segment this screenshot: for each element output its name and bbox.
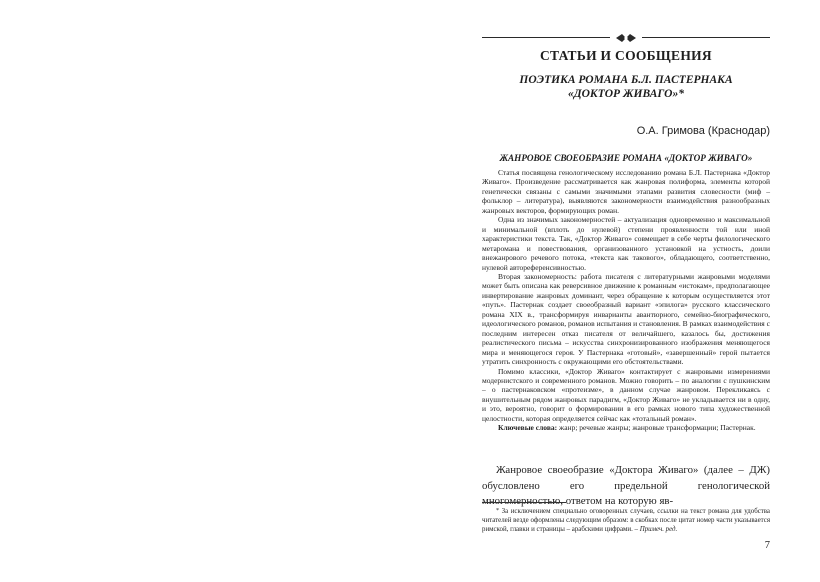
abstract-paragraph: Одна из значимых закономерностей – актуализация одновременно и максимальной и минимальной (вплоть до нулевой) степени проявленности той или иной характеристики текста. Так, «Доктор Живаго» совмещает в себе черты филологического метаромана и повествования, организованного установкой на устность, доили внежанрового речевого потока, «текста как такового», обладающего, соответственно, нулевой автореференсивностью. — [482, 215, 770, 272]
article-title-line2: «ДОКТОР ЖИВАГО»* — [568, 88, 684, 100]
page-number: 7 — [764, 540, 770, 551]
keywords — [482, 423, 770, 432]
article-title-line1: ПОЭТИКА РОМАНА Б.Л. ПАСТЕРНАКА — [519, 74, 733, 86]
abstract-paragraph: Статья посвящена генологическому исследованию романа Б.Л. Пастернака «Доктор Живаго». Произведение рассматривается как жанровая полиформа, элементы которой генетически связаны с самыми значимыми этапами развития словесности (миф – фольклор – литература), выявляются закономерности взаимодействия разнообразных жанровых векторов, формирующих роман. — [482, 168, 770, 215]
abstract-paragraph: Вторая закономерность: работа писателя с литературными жанровыми моделями может быть описана как реверсивное движение к романным «истокам», предполагающее инвертирование жанровых доминант, через обращение к которым осуществляется этот «путь». Пастернак создает своеобразный вариант «эпилога» русского классического романа XIX в., трансформируя инварианты авантюрного, семейно-биографического, идеологического романов, романов испытания и становления. В рамках взаимодействия с последним интересен отказ писателя от величайшего, казалось бы, достижения реалистического письма – искусства синхронизированного изображения меняющегося мира и меняющегося героя. У Пастернака «готовый», «завершенный» герой пытается утратить синхронность с окружающими его обстоятельствами. — [482, 271, 770, 367]
ornament-rule-left — [482, 37, 610, 38]
ornament-rule-right — [642, 37, 770, 38]
section-title: СТАТЬИ И СООБЩЕНИЯ — [540, 48, 712, 63]
footnote-rule — [482, 502, 566, 503]
author-line: О.А. Гримова (Краснодар) — [636, 125, 770, 137]
footnote-editor-note: Примеч. ред. — [639, 526, 678, 534]
abstract — [482, 168, 770, 433]
footnote — [482, 506, 770, 535]
article-title — [482, 73, 770, 101]
keywords-label: Ключевые слова: — [498, 423, 558, 433]
header-ornament — [482, 32, 770, 44]
article-heading: ЖАНРОВОЕ СВОЕОБРАЗИЕ РОМАНА «ДОКТОР ЖИВАГО» — [499, 153, 753, 163]
body-paragraph: Жанровое своеобразие «Доктора Живаго» (далее – ДЖ) обусловлено его предельной генологической многомерностью, ответом на которую яв- — [482, 464, 770, 507]
footnote-text: За исключением специально оговоренных случаев, ссылки на текст романа для удобства читателей везде оформлены следующим образом: в скобках после цитат номер части указывается римской, главки и страницы – арабскими цифрами. – — [482, 508, 770, 534]
footnote-sign: * — [496, 507, 500, 514]
keywords-text: жанр; речевые жанры; жанровые трансформации; Пастернак. — [557, 423, 756, 433]
abstract-paragraph: Помимо классики, «Доктор Живаго» контактирует с жанровыми измерениями модернистского и современного романов. Можно говорить – по аналогии с пушкинским – о пастернаковском «протеизме», в данном случае жанровом. Перекликаясь с внушительным рядом жанровых парадигм, «Доктор Живаго» не укладывается ни в одну, и это, вероятно, говорит о формировании в его рамках нового типа художественной целостности, которая определяется сейчас как «тотальный роман». — [482, 366, 770, 423]
ornament-diamond-icon — [616, 32, 636, 44]
